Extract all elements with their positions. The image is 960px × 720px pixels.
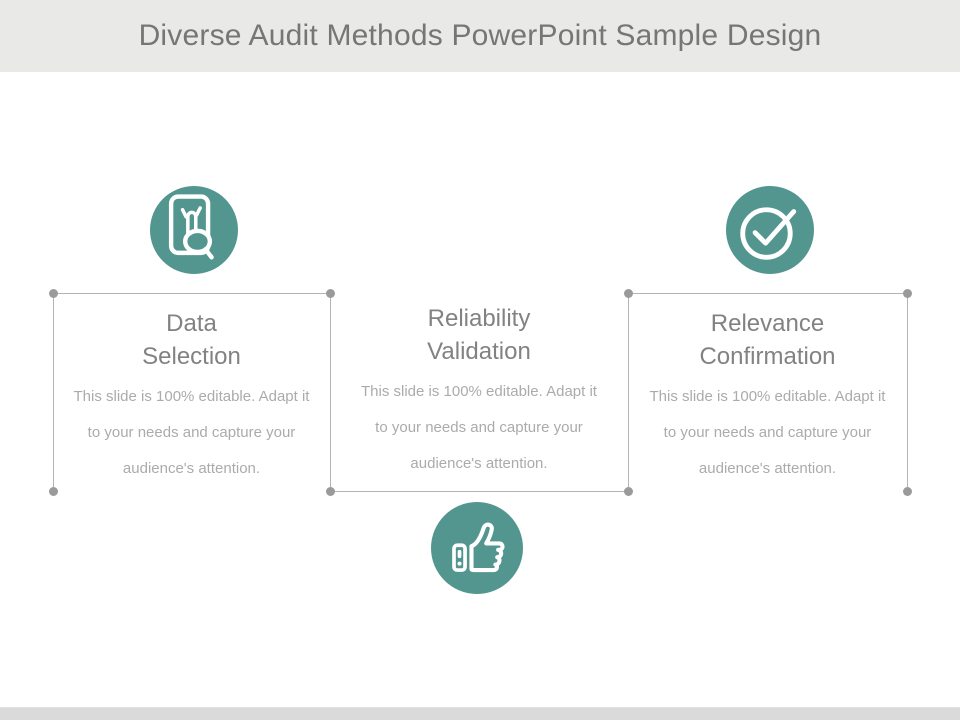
card-title	[53, 293, 330, 373]
card-body-line: audience's attention.	[698, 460, 837, 477]
card-body-line: audience's attention.	[410, 455, 548, 472]
card-title-line: Data	[166, 310, 217, 337]
card-title	[628, 293, 907, 373]
check-circle-icon	[726, 186, 814, 274]
card-body-line: This slide is 100% editable. Adapt it	[649, 388, 886, 405]
page-title: Diverse Audit Methods PowerPoint Sample Design	[138, 19, 822, 52]
thumbs-up-icon	[431, 502, 523, 594]
card-data-selection	[53, 293, 330, 491]
card-body-line: to your needs and capture your	[663, 424, 872, 441]
card-body-line: audience's attention.	[122, 460, 261, 477]
card-body-line: This slide is 100% editable. Adapt it	[73, 388, 310, 405]
card-title-line: Selection	[142, 343, 241, 370]
card-body	[53, 379, 330, 487]
card-title-line: Confirmation	[699, 343, 836, 370]
card-body	[330, 374, 628, 482]
card-title	[330, 293, 628, 368]
card-relevance-confirmation	[628, 293, 907, 491]
touch-tablet-icon	[150, 186, 238, 274]
card-body-line: This slide is 100% editable. Adapt it	[361, 383, 597, 400]
card-body-line: to your needs and capture your	[375, 419, 583, 436]
card-title-line: Relevance	[710, 310, 825, 337]
card-body-line: to your needs and capture your	[87, 424, 296, 441]
card-title-line: Validation	[427, 338, 531, 365]
card-reliability-validation	[330, 293, 628, 491]
card-body	[628, 379, 907, 487]
touch-tablet-glyph	[150, 186, 238, 274]
thumbs-up-glyph	[431, 502, 523, 594]
slide-header	[0, 0, 960, 72]
check-circle-glyph	[726, 186, 814, 274]
footer-bar	[0, 707, 960, 720]
card-title-line: Reliability	[427, 305, 531, 332]
